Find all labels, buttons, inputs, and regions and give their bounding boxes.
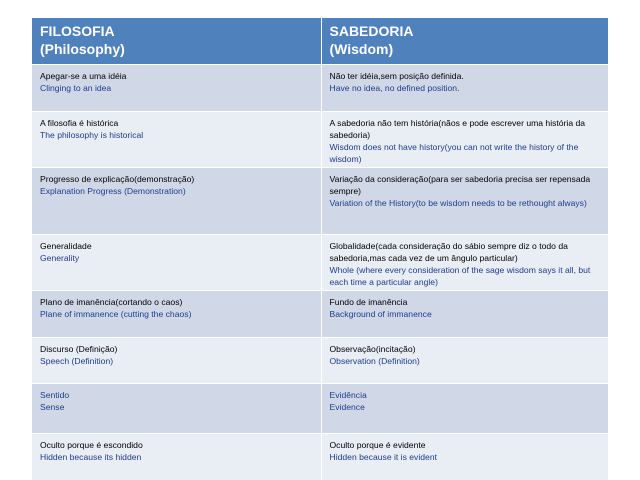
philosophy-pt-text: Oculto porque é escondido (40, 440, 143, 450)
philosophy-pt-text: Generalidade (40, 241, 92, 251)
philosophy-cell (32, 168, 321, 235)
wisdom-pt-text: Evidência (329, 390, 367, 400)
philosophy-en-text: Sense (40, 402, 65, 412)
philosophy-cell (32, 291, 321, 338)
wisdom-cell (321, 168, 608, 235)
wisdom-en-text: Whole (where every consideration of the sage wisdom says it all, but each time a particular angle) (329, 265, 591, 287)
philosophy-cell (32, 235, 321, 291)
philosophy-pt-text: Discurso (Definição) (40, 344, 118, 354)
wisdom-pt-text: Não ter idéia,sem posição definida. (329, 71, 464, 81)
header-wisdom-pt: SABEDORIA (329, 23, 414, 39)
wisdom-cell (321, 434, 608, 480)
philosophy-cell (32, 434, 321, 480)
philosophy-cell (32, 338, 321, 384)
wisdom-pt-text: Observação(incitação) (329, 344, 416, 354)
philosophy-en-text: Generality (40, 253, 80, 263)
table-row (32, 434, 608, 480)
table-row (32, 291, 608, 338)
philosophy-en-text: The philosophy is historical (40, 130, 144, 140)
table-row (32, 65, 608, 112)
wisdom-cell (321, 235, 608, 291)
wisdom-pt-text: Oculto porque é evidente (329, 440, 426, 450)
philosophy-cell (32, 65, 321, 112)
table-row (32, 384, 608, 434)
table-row (32, 168, 608, 235)
wisdom-en-text: Background of immanence (329, 309, 432, 319)
table-row (32, 235, 608, 291)
table-row (32, 112, 608, 168)
philosophy-cell (32, 384, 321, 434)
philosophy-cell (32, 112, 321, 168)
header-philosophy-pt: FILOSOFIA (40, 23, 115, 39)
philosophy-en-text: Clinging to an idea (40, 83, 112, 93)
header-wisdom-en: (Wisdom) (329, 41, 394, 57)
table-header-row (32, 18, 608, 65)
philosophy-pt-text: A filosofia é histórica (40, 118, 119, 128)
wisdom-cell (321, 384, 608, 434)
philosophy-pt-text: Sentido (40, 390, 70, 400)
wisdom-pt-text: Globalidade(cada consideração do sábio sempre diz o todo da sabedoria,mas cada vez de um ângulo particular) (329, 241, 568, 263)
wisdom-cell (321, 112, 608, 168)
wisdom-cell (321, 65, 608, 112)
wisdom-en-text: Hidden because it is evident (329, 452, 437, 462)
wisdom-en-text: Wisdom does not have history(you can not write the history of the wisdom) (329, 142, 579, 164)
table-row (32, 338, 608, 384)
header-philosophy-en: (Philosophy) (40, 41, 125, 57)
wisdom-pt-text: Variação da consideração(para ser sabedoria precisa ser repensada sempre) (329, 174, 591, 196)
philosophy-pt-text: Apegar-se a uma idéia (40, 71, 127, 81)
philosophy-en-text: Hidden because its hidden (40, 452, 142, 462)
wisdom-en-text: Have no idea, no defined position. (329, 83, 460, 93)
philosophy-en-text: Plane of immanence (cutting the chaos) (40, 309, 192, 319)
wisdom-cell (321, 291, 608, 338)
wisdom-en-text: Observation (Definition) (329, 356, 420, 366)
comparison-table (32, 18, 608, 480)
philosophy-en-text: Explanation Progress (Demonstration) (40, 186, 186, 196)
philosophy-pt-text: Plano de imanência(cortando o caos) (40, 297, 183, 307)
wisdom-cell (321, 338, 608, 384)
wisdom-pt-text: A sabedoria não tem história(nãos e pode escrever uma história da sabedoria) (329, 118, 586, 140)
wisdom-en-text: Variation of the History(to be wisdom needs to be rethought always) (329, 198, 587, 208)
philosophy-en-text: Speech (Definition) (40, 356, 114, 366)
header-wisdom (321, 18, 608, 65)
wisdom-pt-text: Fundo de imanência (329, 297, 408, 307)
wisdom-en-text: Evidence (329, 402, 365, 412)
header-philosophy (32, 18, 321, 65)
philosophy-pt-text: Progresso de explicação(demonstração) (40, 174, 195, 184)
